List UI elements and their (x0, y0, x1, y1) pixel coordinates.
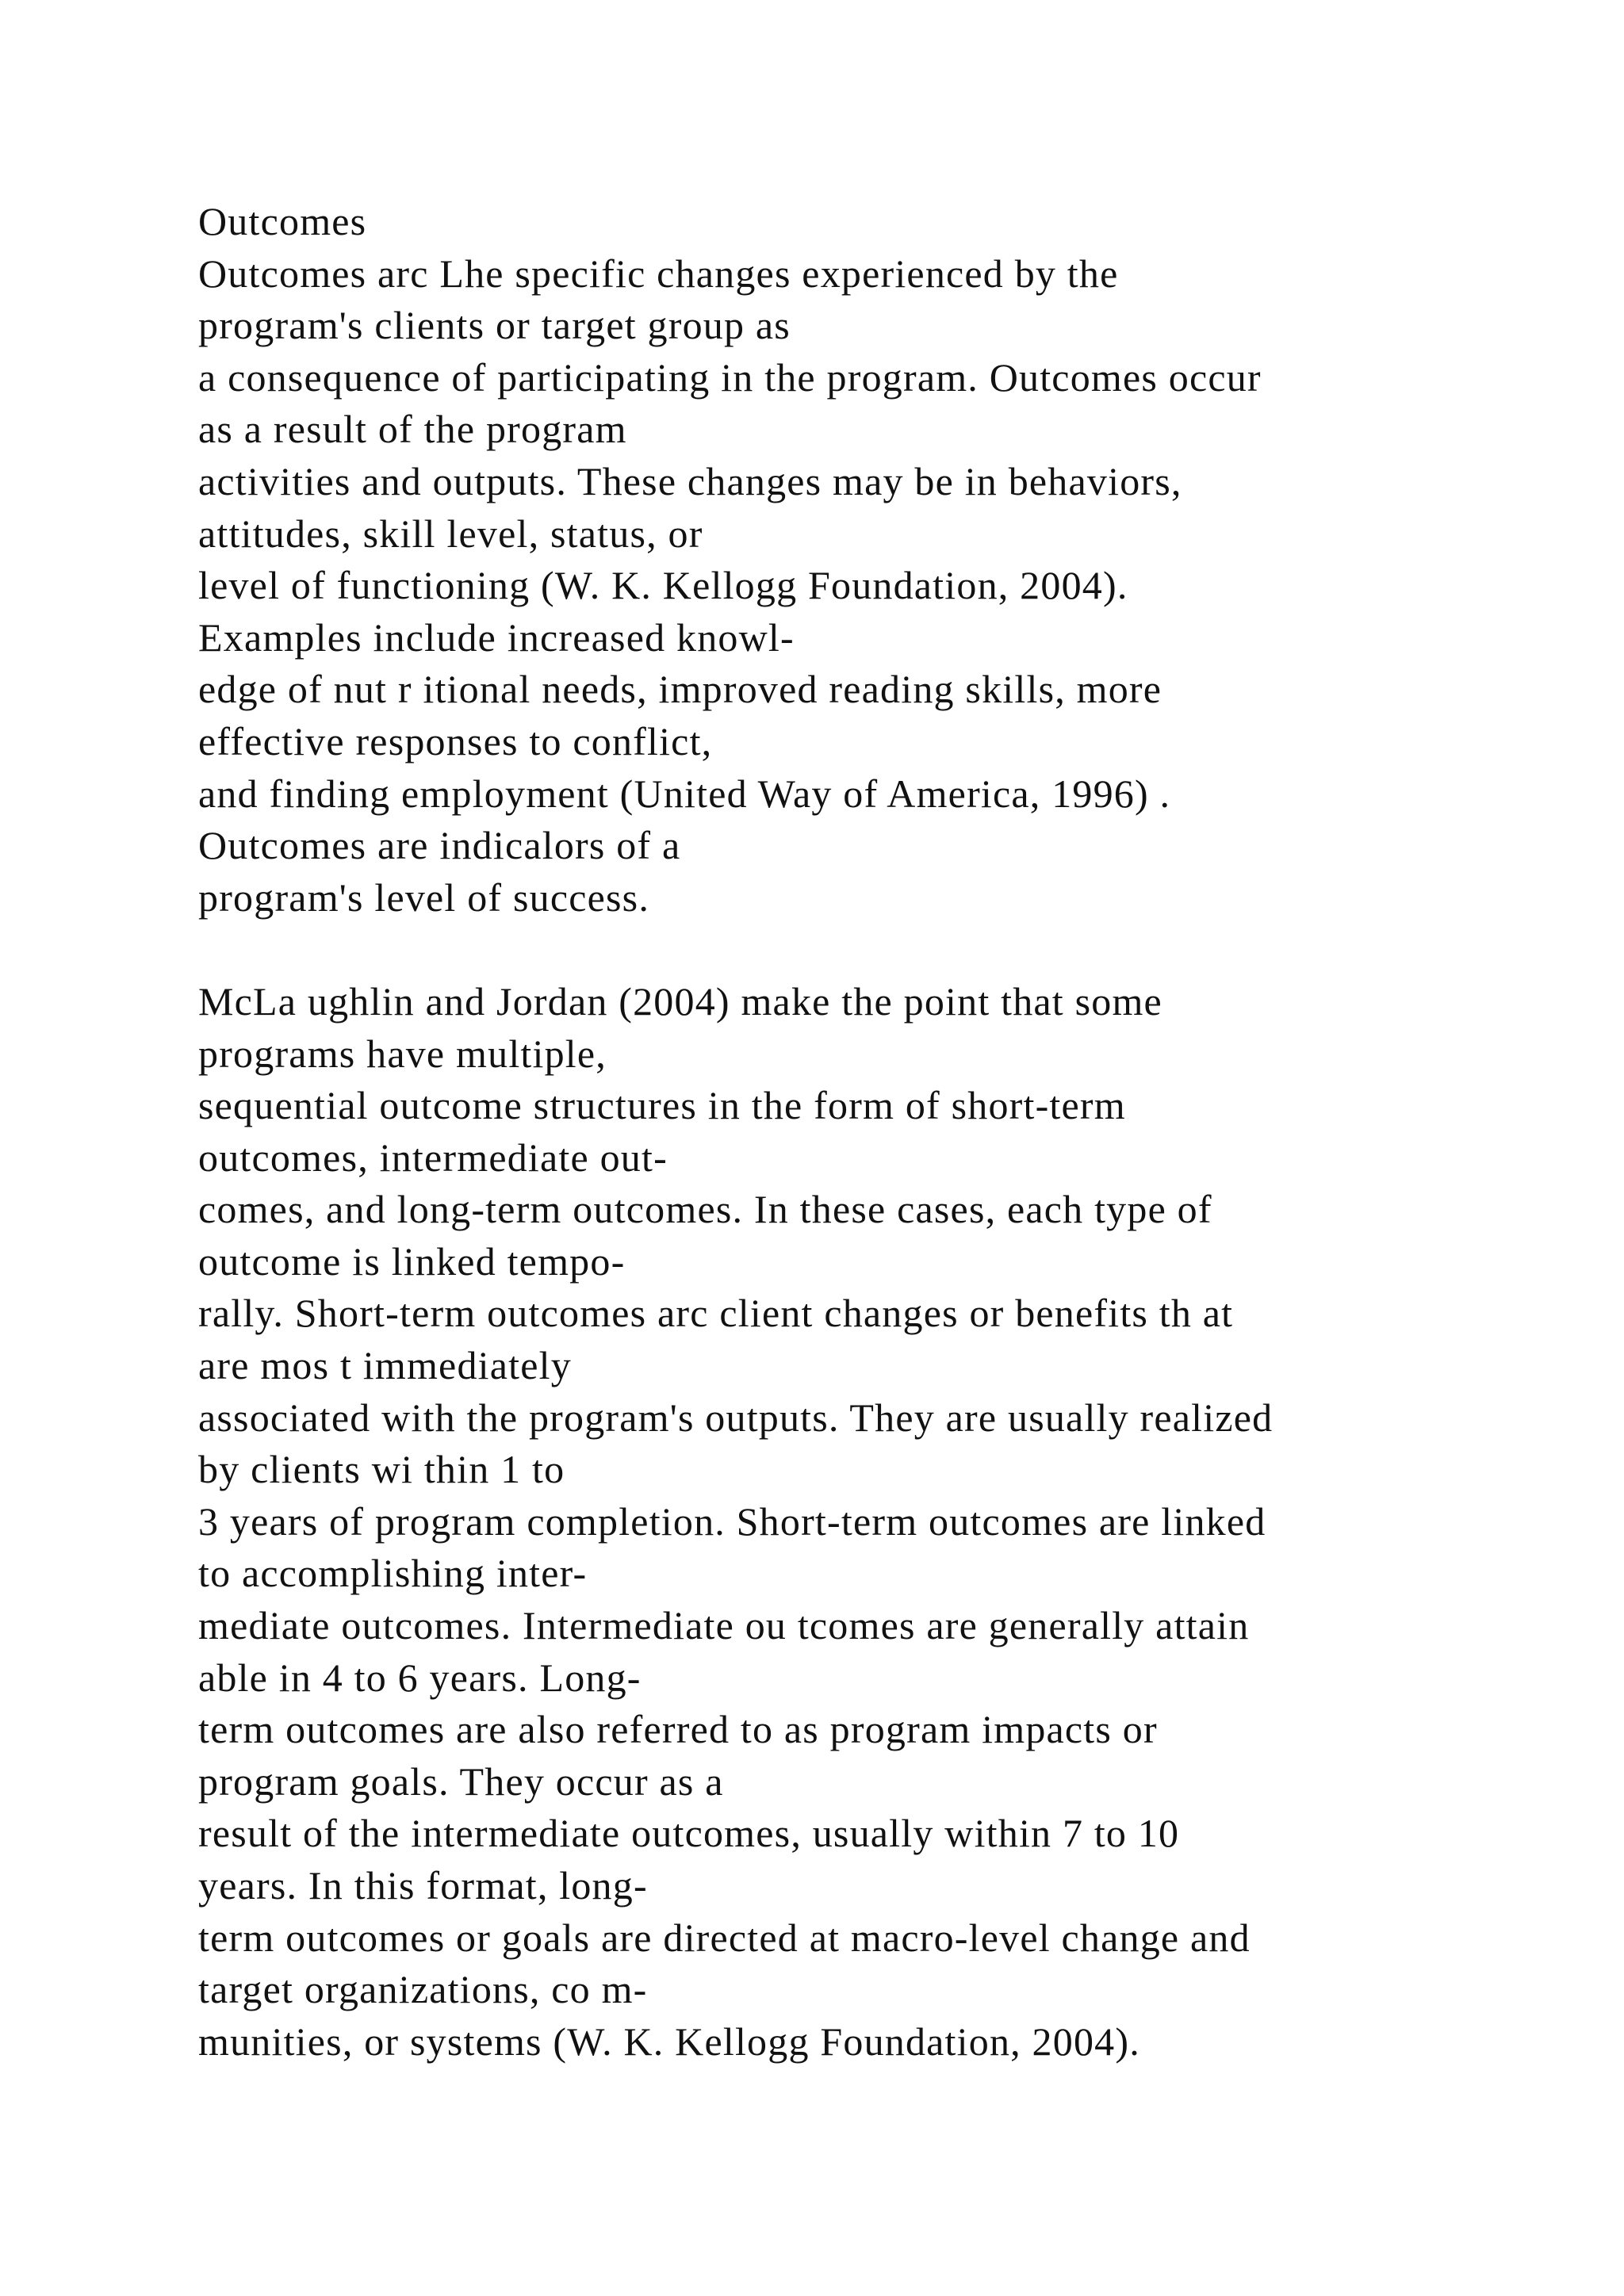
paragraph-gap (198, 924, 1594, 976)
text-line: sequential outcome structures in the form of short-term (198, 1083, 1126, 1128)
text-line: program's clients or target group as (198, 303, 791, 348)
text-line: attitudes, skill level, status, or (198, 511, 703, 556)
text-line: effective responses to conflict, (198, 718, 713, 763)
text-line: term outcomes are also referred to as program impacts or (198, 1707, 1158, 1752)
text-line: mediate outcomes. Intermediate ou tcomes are generally attain (198, 1603, 1250, 1648)
paragraph-sequential-outcomes (198, 976, 1594, 2068)
text-line: 3 years of program completion. Short-term outcomes are linked (198, 1498, 1266, 1544)
text-line: associated with the program's outputs. They are usually realized (198, 1395, 1274, 1440)
text-line: comes, and long-term outcomes. In these cases, each type of (198, 1187, 1212, 1232)
text-line: as a result of the program (198, 407, 627, 452)
text-line: program goals. They occur as a (198, 1758, 724, 1804)
text-line: to accomplishing inter- (198, 1551, 588, 1596)
text-line: edge of nut r itional needs, improved reading skills, more (198, 667, 1162, 712)
text-line: Outcomes arc Lhe specific changes experienced by the (198, 251, 1119, 296)
text-line: Outcomes are indicalors of a (198, 823, 681, 868)
text-line: rally. Short-term outcomes arc client changes or benefits th at (198, 1291, 1234, 1336)
text-line: a consequence of participating in the program. Outcomes occur (198, 354, 1262, 400)
text-line: years. In this format, long- (198, 1863, 648, 1908)
text-line: activities and outputs. These changes may be in behaviors, (198, 458, 1182, 503)
text-line: McLa ughlin and Jordan (2004) make the point that some (198, 978, 1162, 1024)
text-line: and finding employment (United Way of America, 1996) . (198, 771, 1171, 816)
text-line: program's level of success. (198, 874, 650, 920)
text-line: Examples include increased knowl- (198, 614, 795, 660)
text-line: programs have multiple, (198, 1031, 607, 1076)
paragraph-outcomes-definition (198, 196, 1594, 924)
text-line: able in 4 to 6 years. Long- (198, 1655, 642, 1700)
text-line: are mos t immediately (198, 1343, 572, 1388)
text-line: munities, or systems (W. K. Kellogg Foundation, 2004). (198, 2019, 1140, 2064)
text-line: outcome is linked tempo- (198, 1238, 626, 1284)
text-line: term outcomes or goals are directed at macro-level change and (198, 1915, 1251, 1960)
heading-outcomes: Outcomes (198, 199, 367, 243)
text-line: outcomes, intermediate out- (198, 1135, 668, 1180)
text-line: level of functioning (W. K. Kellogg Foundation, 2004). (198, 563, 1128, 608)
text-line: result of the intermediate outcomes, usually within 7 to 10 (198, 1811, 1180, 1856)
text-line: by clients wi thin 1 to (198, 1447, 565, 1492)
document-body (198, 196, 1594, 2068)
text-line: target organizations, co m- (198, 1967, 648, 2012)
